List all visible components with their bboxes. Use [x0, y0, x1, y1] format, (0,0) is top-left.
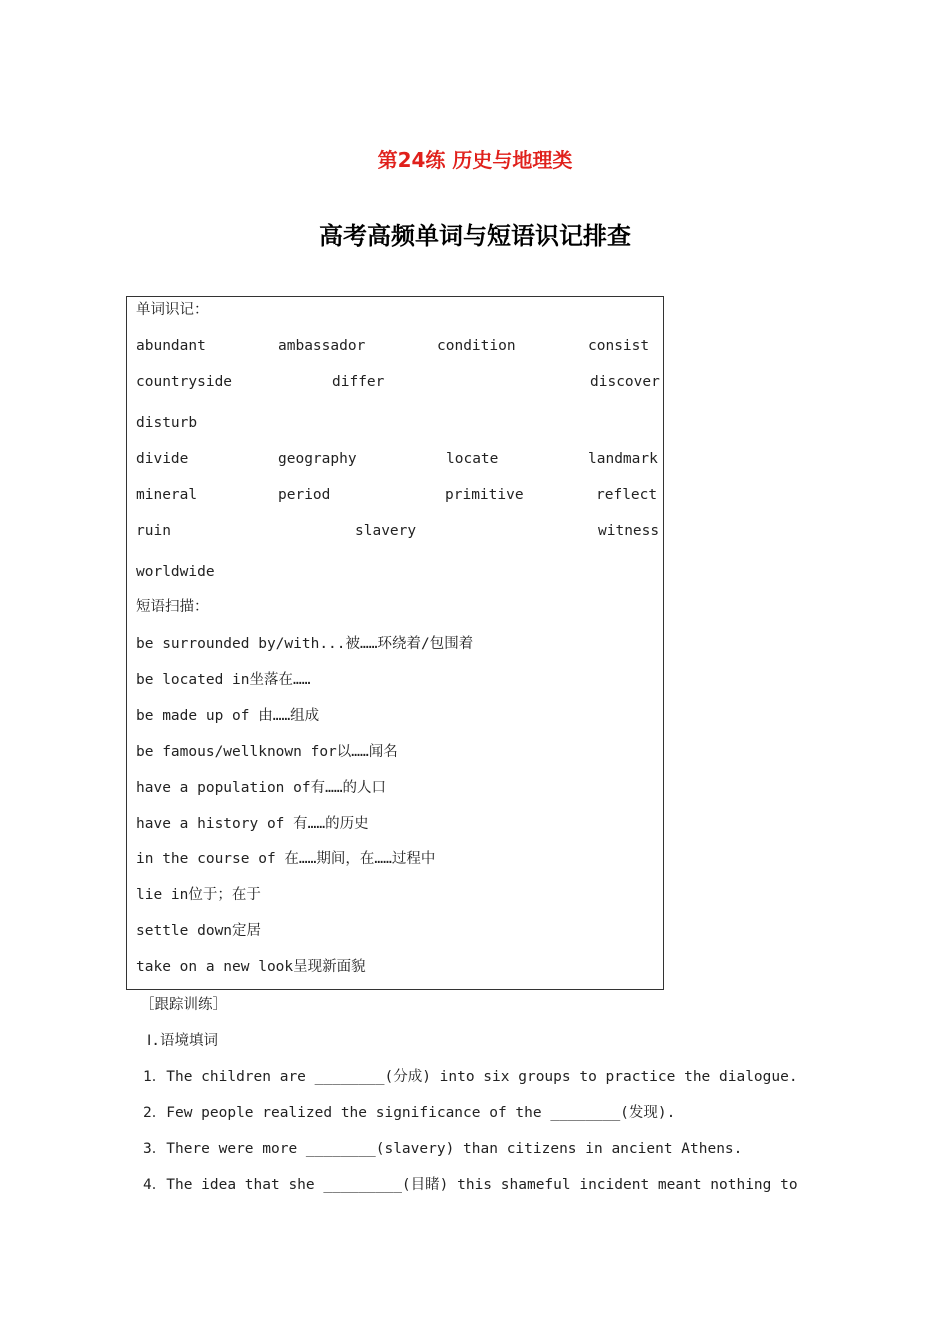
- exercise-item: 3．There were more ________(slavery) than citizens in ancient Athens.: [143, 1141, 743, 1157]
- practice-subheading: Ⅰ.语境填词: [147, 1033, 219, 1049]
- phrase: be located in坐落在……: [136, 672, 311, 688]
- word: divide: [136, 451, 189, 467]
- word: consist: [588, 338, 650, 354]
- phrase: lie in位于；在于: [136, 887, 261, 903]
- word: condition: [437, 338, 516, 354]
- word: witness: [598, 523, 660, 539]
- practice-heading: ［跟踪训练］: [140, 997, 227, 1013]
- word: geography: [278, 451, 357, 467]
- phrases-heading: 短语扫描：: [136, 599, 209, 615]
- word: period: [278, 487, 331, 503]
- phrase: have a history of 有……的历史: [136, 816, 369, 832]
- words-heading: 单词识记：: [136, 302, 209, 318]
- word: locate: [446, 451, 499, 467]
- exercise-item: 1．The children are ________(分成) into six groups to practice the dialogue.: [143, 1069, 798, 1085]
- phrase: settle down定居: [136, 923, 262, 939]
- word: landmark: [588, 451, 658, 467]
- word: primitive: [445, 487, 524, 503]
- exercise-item: 2．Few people realized the significance of the ________(发现).: [143, 1105, 676, 1121]
- phrase: have a population of有……的人口: [136, 780, 387, 796]
- word: slavery: [355, 523, 417, 539]
- section-title: 高考高频单词与短语识记排查: [319, 222, 631, 250]
- exercise-item: 4．The idea that she _________(目睹) this shameful incident meant nothing to: [143, 1177, 798, 1193]
- phrase: be made up of 由……组成: [136, 708, 320, 724]
- word: ambassador: [278, 338, 366, 354]
- phrase: in the course of 在……期间，在……过程中: [136, 851, 436, 867]
- word: differ: [332, 374, 385, 390]
- word: countryside: [136, 374, 233, 390]
- word: mineral: [136, 487, 198, 503]
- phrase: be famous/wellknown for以……闻名: [136, 744, 398, 760]
- phrase: take on a new look呈现新面貌: [136, 959, 366, 975]
- word: disturb: [136, 415, 198, 431]
- vocab-box: [126, 296, 664, 990]
- word: discover: [590, 374, 660, 390]
- word: abundant: [136, 338, 206, 354]
- word: ruin: [136, 523, 171, 539]
- word: reflect: [596, 487, 658, 503]
- lesson-title: 第24练 历史与地理类: [377, 148, 573, 172]
- word: worldwide: [136, 564, 215, 580]
- phrase: be surrounded by/with...被……环绕着/包围着: [136, 636, 474, 652]
